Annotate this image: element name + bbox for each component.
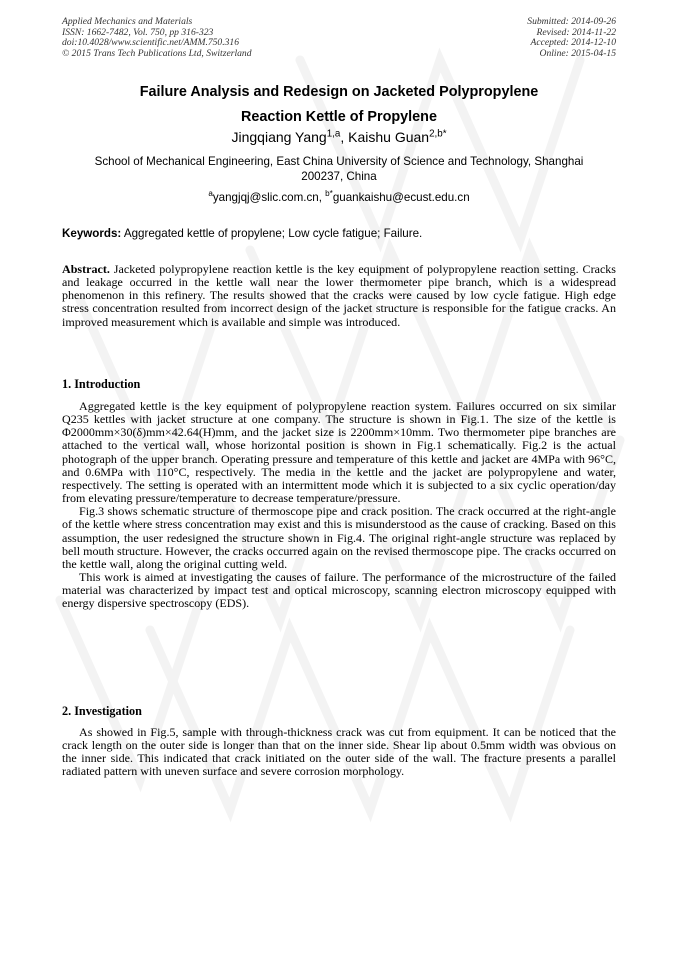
journal-doi[interactable]: doi:10.4028/www.scientific.net/AMM.750.316 [62, 37, 240, 49]
paragraph: Aggregated kettle is the key equipment of polypropylene reaction system. Failures occurred on six similar Q235 kettles with jacket structure at one company. The structure is shown in Fig.1. The size of the kettle is Φ2000mm×30(δ)mm×42.64(H)mm, and the jacket size is 2200mm×10mm. Two thermometer pipe branches are attached to the vertical wall, whose horizontal position is shown in Fig.1 schematically. Fig.2 is the actual photograph of the upper branch. Operating pressure and temperature of this kettle and jacket are 4MPa with 96°C, and 0.6MPa with 110°C, respectively. The media in the kettle and the jacket are polypropylene and water, respectively. The setting is operated with an intermittent mode which it is subjected to a six cyclic operation/day from elevating pressure/temperature to decrease temperature/pressure. [62, 399, 616, 506]
author-list [62, 128, 616, 146]
keywords [62, 227, 616, 241]
abstract-label: Abstract. [62, 262, 110, 276]
email-link[interactable]: yangjqj@slic.com.cn, [212, 191, 326, 204]
section-heading-introduction: 1. Introduction [62, 377, 141, 391]
introduction-body [62, 400, 616, 611]
email-link[interactable]: guankaishu@ecust.edu.cn [332, 191, 470, 204]
author-name: Jingqiang Yang [231, 129, 327, 145]
keywords-label: Keywords: [62, 227, 122, 240]
journal-name: Applied Mechanics and Materials [62, 16, 193, 27]
section-heading-investigation: 2. Investigation [62, 704, 142, 718]
author-affiliation-mark: 2,b* [429, 128, 447, 140]
journal-header-right [527, 17, 616, 59]
investigation-body [62, 726, 616, 779]
paragraph: This work is aimed at investigating the causes of failure. The performance of the microstructure of the failed material was characterized by impact test and optical microscopy, scanning electron microscopy equipped with energy dispersive spectroscopy (EDS). [62, 570, 616, 611]
keywords-text: Aggregated kettle of propylene; Low cycle fatigue; Failure. [121, 227, 423, 240]
paper-title-line1: Failure Analysis and Redesign on Jacketed Polypropylene [139, 84, 539, 100]
email-mark: a [208, 189, 213, 199]
affiliation-line1: School of Mechanical Engineering, East China University of Science and Technology, Shanghai [94, 155, 584, 168]
author-name: Kaishu Guan [348, 129, 430, 145]
paper-title [62, 80, 616, 130]
date-submitted: Submitted: 2014-09-26 [527, 16, 616, 27]
email-mark: b* [325, 189, 333, 199]
paragraph: As showed in Fig.5, sample with through-thickness crack was cut from equipment. It can be noticed that the crack length on the outer side is longer than that on the inner side. Shear lip about 0.5mm width was obvious on the inner side. This indicated that crack initiated on the outer side of the wall. The fracture presents a parallel radiated pattern with uneven surface and severe corrosion morphology. [62, 725, 616, 779]
abstract [62, 263, 616, 329]
journal-copyright: © 2015 Trans Tech Publications Ltd, Switzerland [62, 47, 252, 59]
date-accepted: Accepted: 2014-12-10 [530, 37, 616, 49]
affiliation [62, 155, 616, 184]
date-online: Online: 2015-04-15 [539, 47, 616, 59]
abstract-text: Jacketed polypropylene reaction kettle is the key equipment of polypropylene reaction setting. Cracks and leakage occurred in the kettle wall near the lower thermometer pipe branch, which is a widespread phenomenon in this refinery. The results showed that the cracks were caused by low cycle fatigue. High edge stress concentration resulted from incorrect design of the jacket structure is responsible for the fatigue cracks. An improved measurement which is available and simple was introduced. [62, 262, 616, 329]
author-affiliation-mark: 1,a [326, 128, 341, 140]
paragraph: Fig.3 shows schematic structure of thermoscope pipe and crack position. The crack occurred at the right-angle of the kettle where stress concentration may exist and this is misunderstood as the cause of cracking. Based on this assumption, the user redesigned the structure shown in Fig.4. The original right-angle structure was replaced by bell mouth structure. However, the cracks occurred again on the revised thermoscope pipe. The cracks occurred on the kettle wall, along the original cutting weld. [62, 504, 616, 571]
affiliation-line2: 200237, China [301, 169, 377, 183]
journal-issn: ISSN: 1662-7482, Vol. 750, pp 316-323 [62, 26, 214, 38]
paper-title-line2: Reaction Kettle of Propylene [241, 109, 437, 125]
author-emails [62, 191, 616, 205]
author-separator: , [340, 129, 349, 145]
journal-header-left [62, 17, 252, 59]
date-revised: Revised: 2014-11-22 [536, 26, 616, 38]
